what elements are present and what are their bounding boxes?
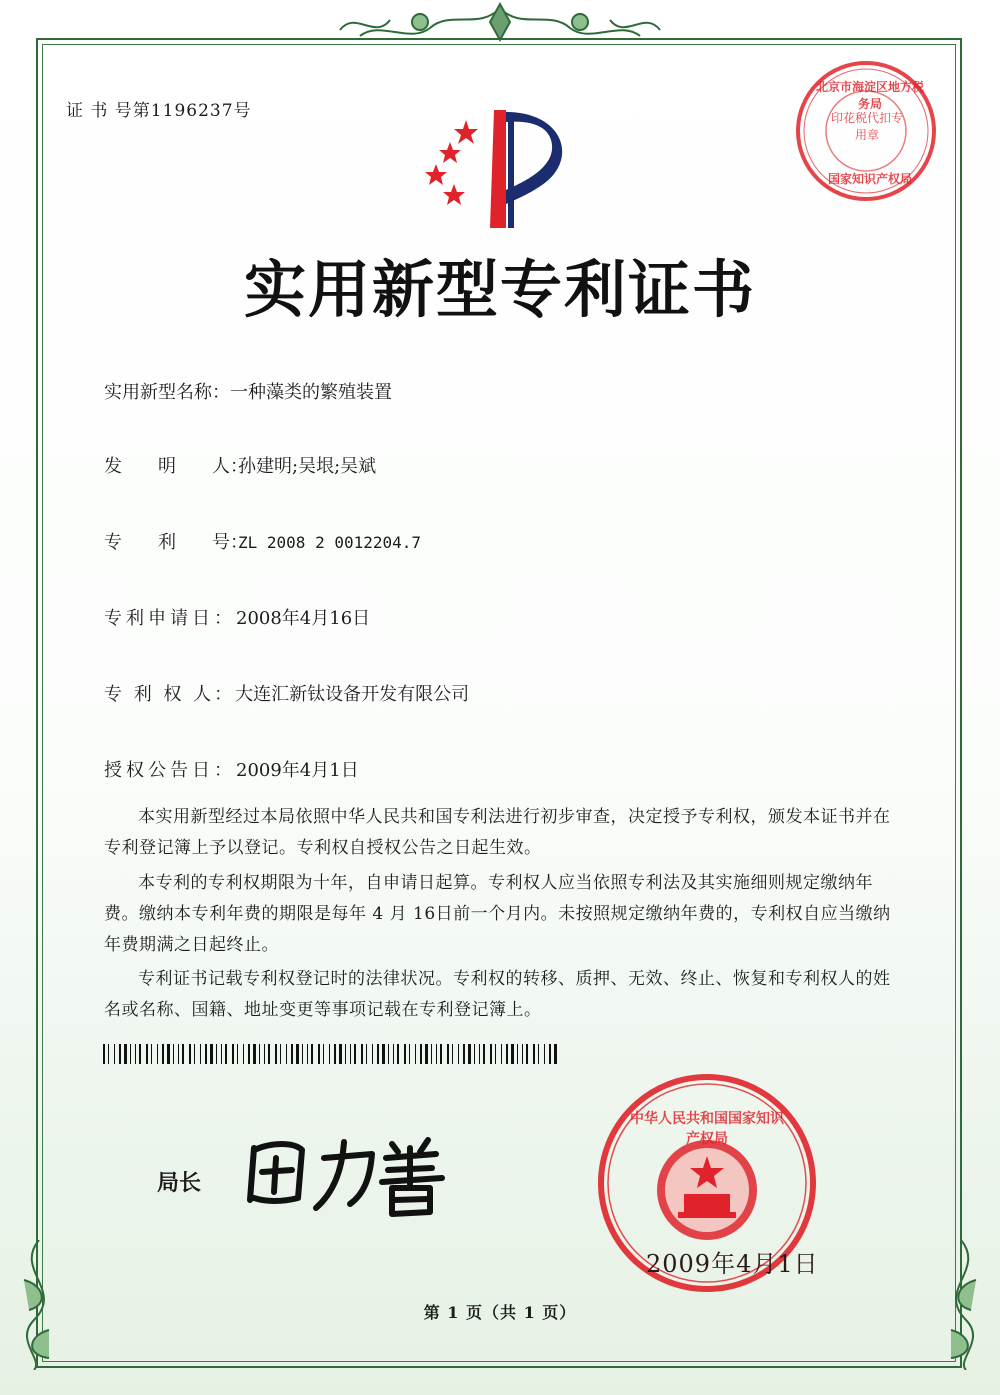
field-label: 发 明 人： <box>104 456 248 477</box>
barcode-bar <box>182 1044 184 1064</box>
barcode-bar <box>157 1044 158 1064</box>
barcode-bar <box>151 1044 152 1064</box>
field-label: 授权公告日： <box>104 760 236 781</box>
barcode-bar <box>173 1044 174 1064</box>
field-label: 实用新型名称： <box>104 382 230 403</box>
barcode-bar <box>225 1044 227 1064</box>
barcode-bar <box>468 1044 471 1064</box>
barcode-bar <box>372 1044 373 1064</box>
page-footer: 第 1 页（共 1 页） <box>423 1303 577 1322</box>
barcode-bar <box>103 1044 105 1064</box>
patent-office-logo <box>414 100 594 230</box>
barcode-bar <box>483 1044 485 1064</box>
barcode-bar <box>397 1044 399 1064</box>
barcode-bar <box>409 1044 410 1064</box>
barcode-bar <box>205 1044 207 1064</box>
field-label: 专 利 权 人： <box>104 684 236 705</box>
barcode-bar <box>393 1044 394 1064</box>
field-value: 一种藻类的繁殖装置 <box>230 382 392 403</box>
barcode-bar <box>307 1044 308 1064</box>
barcode-bar <box>280 1044 281 1064</box>
body-paragraph: 本专利的专利权期限为十年，自申请日起算。专利权人应当依照专利法及其实施细则规定缴纳年费。缴纳本专利年费的期限是每年 4 月 16日前一个月内。未按照规定缴纳年费的，专利权自应当缴纳年费期满之日起终止。 <box>104 873 891 955</box>
barcode-bar <box>243 1044 244 1064</box>
barcode-bar <box>114 1044 115 1064</box>
barcode-bar <box>549 1044 551 1064</box>
barcode-bar <box>511 1044 514 1064</box>
barcode-bar <box>354 1044 356 1064</box>
barcode-bar <box>474 1044 475 1064</box>
field-patent-number <box>104 528 421 554</box>
barcode-bar <box>431 1044 432 1064</box>
barcode-bar <box>167 1044 170 1064</box>
field-grant-date <box>104 756 359 782</box>
barcode-bar <box>522 1044 523 1064</box>
official-seal-ring-text: 中华人民共和国国家知识产权局 <box>630 1111 784 1147</box>
barcode-bar <box>210 1044 213 1064</box>
barcode-bar <box>124 1044 127 1064</box>
barcode-bar <box>447 1044 449 1064</box>
barcode-bar <box>216 1044 217 1064</box>
field-label: 专利申请日： <box>104 608 236 629</box>
seal-date: 2009年4月1日 <box>646 1250 819 1278</box>
barcode-bar <box>533 1044 535 1064</box>
barcode-bar <box>221 1044 222 1064</box>
barcode-bar <box>345 1044 346 1064</box>
barcode-bar <box>506 1044 508 1064</box>
barcode-bar <box>495 1044 496 1064</box>
director-signature <box>232 1128 452 1218</box>
barcode-bar <box>361 1044 363 1064</box>
barcode-bar <box>350 1044 351 1064</box>
certificate-title: 实用新型专利证书 <box>243 253 756 326</box>
tax-seal-bottom-text: 国家知识产权局 <box>827 172 912 186</box>
barcode-bar <box>425 1044 428 1064</box>
barcode-bar <box>517 1044 518 1064</box>
barcode-bar <box>463 1044 465 1064</box>
body-paragraph: 本实用新型经过本局依照中华人民共和国专利法进行初步审查，决定授予专利权，颁发本证书并在专利登记簿上予以登记。专利权自授权公告之日起生效。 <box>104 807 891 858</box>
field-utility-model-name <box>104 378 392 404</box>
barcode-bar <box>404 1044 406 1064</box>
barcode-bar <box>544 1044 545 1064</box>
barcode <box>103 1044 563 1064</box>
body-paragraph: 专利证书记载专利权登记时的法律状况。专利权的转移、质押、无效、终止、恢复和专利权人的姓名或名称、国籍、地址变更等事项记载在专利登记簿上。 <box>104 969 891 1020</box>
barcode-bar <box>501 1044 502 1064</box>
barcode-bar <box>440 1044 442 1064</box>
field-inventor <box>104 452 376 478</box>
barcode-bar <box>119 1044 121 1064</box>
field-value: 孙建明;吴垠;吴斌 <box>238 456 377 477</box>
barcode-bar <box>318 1044 320 1064</box>
barcode-bar <box>232 1044 234 1064</box>
barcode-bar <box>130 1044 131 1064</box>
barcode-bar <box>420 1044 422 1064</box>
barcode-bar <box>259 1044 260 1064</box>
barcode-bar <box>268 1044 270 1064</box>
barcode-bar <box>458 1044 459 1064</box>
barcode-bar <box>382 1044 385 1064</box>
barcode-bar <box>526 1044 528 1064</box>
barcode-bar <box>334 1044 336 1064</box>
barcode-bar <box>286 1044 287 1064</box>
field-patentee <box>104 680 469 706</box>
barcode-bar <box>366 1044 367 1064</box>
barcode-bar <box>146 1044 148 1064</box>
barcode-bar <box>538 1044 539 1064</box>
barcode-bar <box>162 1044 164 1064</box>
field-label: 专 利 号： <box>104 532 248 553</box>
tax-seal-ring-text: 北京市海淀区地方税务局 <box>815 80 924 111</box>
barcode-bar <box>200 1044 201 1064</box>
barcode-bar <box>264 1044 265 1064</box>
barcode-bar <box>296 1044 299 1064</box>
barcode-bar <box>139 1044 141 1064</box>
barcode-bar <box>415 1044 416 1064</box>
barcode-bar <box>275 1044 277 1064</box>
barcode-bar <box>329 1044 330 1064</box>
director-label: 局长 <box>157 1170 202 1196</box>
barcode-bar <box>135 1044 136 1064</box>
field-value: 大连汇新钛设备开发有限公司 <box>235 684 470 705</box>
barcode-bar <box>311 1044 313 1064</box>
field-filing-date <box>104 604 370 630</box>
barcode-bar <box>377 1044 379 1064</box>
certificate-number: 证 书 号第1196237号 <box>66 101 252 121</box>
barcode-bar <box>452 1044 453 1064</box>
field-value: ZL 2008 2 0012204.7 <box>238 533 422 552</box>
barcode-bar <box>194 1044 195 1064</box>
barcode-bar <box>178 1044 179 1064</box>
barcode-bar <box>554 1044 557 1064</box>
barcode-bar <box>490 1044 492 1064</box>
barcode-bar <box>302 1044 303 1064</box>
barcode-bar <box>479 1044 480 1064</box>
barcode-bar <box>388 1044 389 1064</box>
barcode-bar <box>253 1044 256 1064</box>
barcode-bar <box>339 1044 342 1064</box>
barcode-bar <box>189 1044 191 1064</box>
barcode-bar <box>248 1044 250 1064</box>
field-value: 2009年4月1日 <box>236 760 359 781</box>
tax-seal-center-text: 印花税代扣专用章 <box>830 111 903 142</box>
field-value: 2008年4月16日 <box>236 608 371 629</box>
barcode-bar <box>108 1044 109 1064</box>
barcode-bar <box>237 1044 238 1064</box>
barcode-bar <box>323 1044 324 1064</box>
barcode-bar <box>436 1044 437 1064</box>
barcode-bar <box>291 1044 293 1064</box>
